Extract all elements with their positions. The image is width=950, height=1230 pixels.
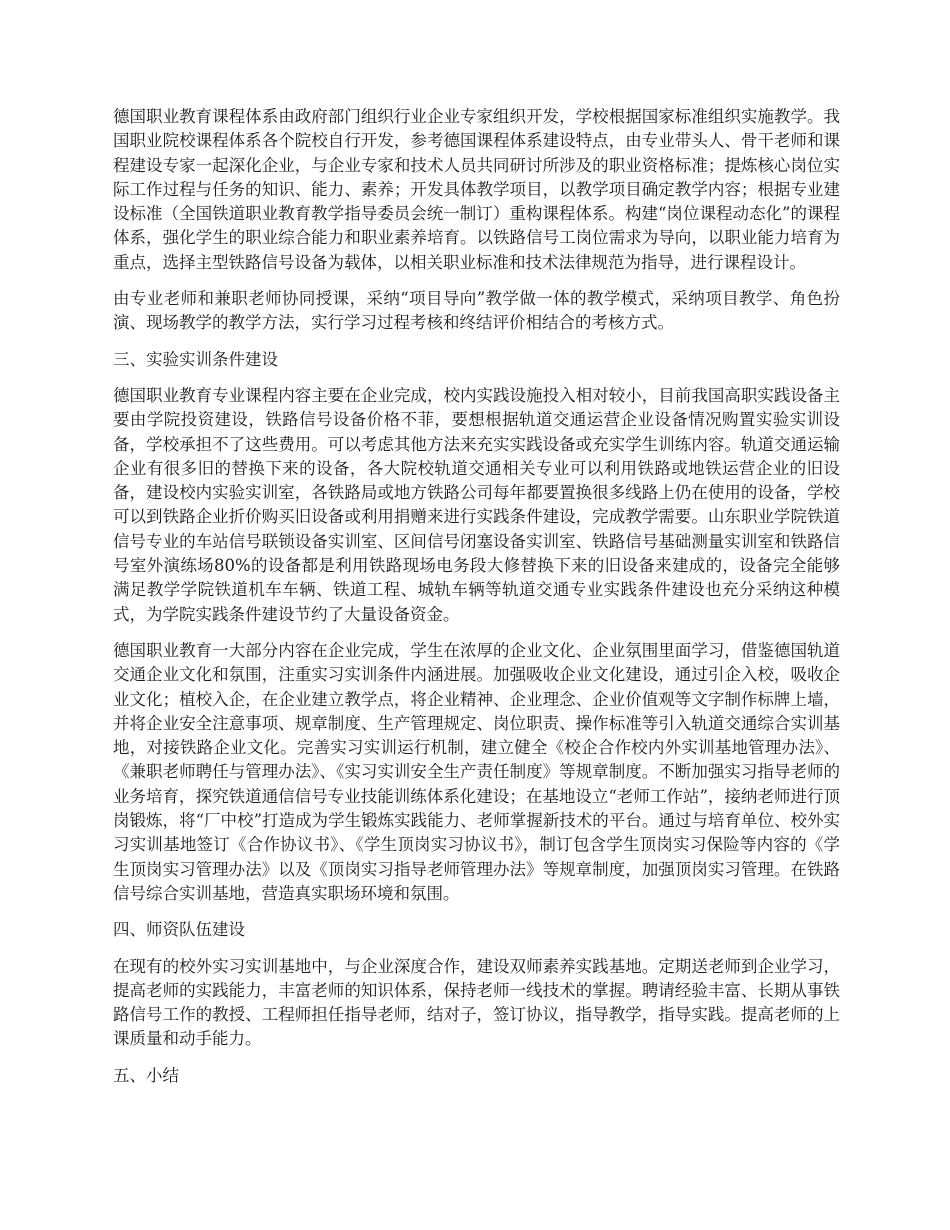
section-heading-teaching-staff: 四、师资队伍建设 [113,920,245,940]
paragraph-curriculum-system: 德国职业教育课程体系由政府部门组织行业企业专家组织开发，学校根据国家标准组织实施教学。我国职业院校课程体系各个院校自行开发，参考德国课程体系建设特点，由专业带头人、骨干老师和课程建设专家一起深化企业，与企业专家和技术人员共同研讨所涉及的职业资格标准；提炼核心岗位实际工作过程与任务的知识、能力、素养；开发具体教学项目，以教学项目确定教学内容；根据专业建设标准（全国铁道职业教育教学指导委员会统一制订）重构课程体系。构建“岗位课程动态化”的课程体系，强化学生的职业综合能力和职业素养培育。以铁路信号工岗位需求为导向，以职业能力培育为重点，选择主型铁路信号设备为载体，以相关职业标准和技术法律规范为指导，进行课程设计。 [113,107,840,272]
section-heading-summary: 五、小结 [113,1065,179,1085]
section-heading-training-conditions: 三、实验实训条件建设 [113,349,278,369]
paragraph-training-equipment: 德国职业教育专业课程内容主要在企业完成，校内实践设施投入相对较小，目前我国高职实践设备主要由学院投资建设，铁路信号设备价格不菲，要想根据轨道交通运营企业设备情况购置实验实训设备，学校承担不了这些费用。可以考虑其他方法来充实实践设备或充实学生训练内容。轨道交通运输企业有很多旧的替换下来的设备，各大院校轨道交通相关专业可以利用铁路或地铁运营企业的旧设备，建设校内实验实训室，各铁路局或地方铁路公司每年都要置换很多线路上仍在使用的设备，学校可以到铁路企业折价购买旧设备或利用捐赠来进行实践条件建设，完成教学需要。山东职业学院铁道信号专业的车站信号联锁设备实训室、区间信号闭塞设备实训室、铁路信号基础测量实训室和铁路信号室外演练场80%的设备都是利用铁路现场电务段大修替换下来的旧设备来建成的，设备完全能够满足教学学院铁道机车车辆、铁道工程、城轨车辆等轨道交通专业实践条件建设也充分采纳这种模式，为学院实践条件建设节约了大量设备资金。 [113,385,840,624]
paragraph-enterprise-culture: 德国职业教育一大部分内容在企业完成，学生在浓厚的企业文化、企业氛围里面学习，借鉴德国轨道交通企业文化和氛围，注重实习实训条件内涵进展。加强吸收企业文化建设，通过引企入校，吸收企业文化；植校入企，在企业建立教学点，将企业精神、企业理念、企业价值观等文字制作标牌上墙，并将企业安全注意事项、规章制度、生产管理规定、岗位职责、操作标准等引入轨道交通综合实训基地，对接铁路企业文化。完善实习实训运行机制，建立健全《校企合作校内外实训基地管理办法》、《兼职老师聘任与管理办法》、《实习实训安全生产责任制度》等规章制度。不断加强实习指导老师的业务培育，探究铁道通信信号专业技能训练体系化建设；在基地设立“老师工作站”，接纳老师进行顶岗锻炼，将“厂中校”打造成为学生锻炼实践能力、老师掌握新技术的平台。通过与培育单位、校外实习实训基地签订《合作协议书》、《学生顶岗实习协议书》，制订包含学生顶岗实习保险等内容的《学生顶岗实习管理办法》以及《顶岗实习指导老师管理办法》等规章制度，加强顶岗实习管理。在铁路信号综合实训基地，营造真实职场环境和氛围。 [113,640,840,903]
paragraph-teaching-staff: 在现有的校外实习实训基地中，与企业深度合作，建设双师素养实践基地。定期送老师到企业学习，提高老师的实践能力，丰富老师的知识体系，保持老师一线技术的掌握。聘请经验丰富、长期从事铁路信号工作的教授、工程师担任指导老师，结对子，签订协议，指导教学，指导实践。提高老师的上课质量和动手能力。 [113,956,840,1049]
paragraph-teaching-mode: 由专业老师和兼职老师协同授课，采纳“项目导向”教学做一体的教学模式，采纳项目教学、角色扮演、现场教学的教学方法，实行学习过程考核和终结评价相结合的考核方式。 [113,289,840,333]
document-body [113,105,840,1100]
